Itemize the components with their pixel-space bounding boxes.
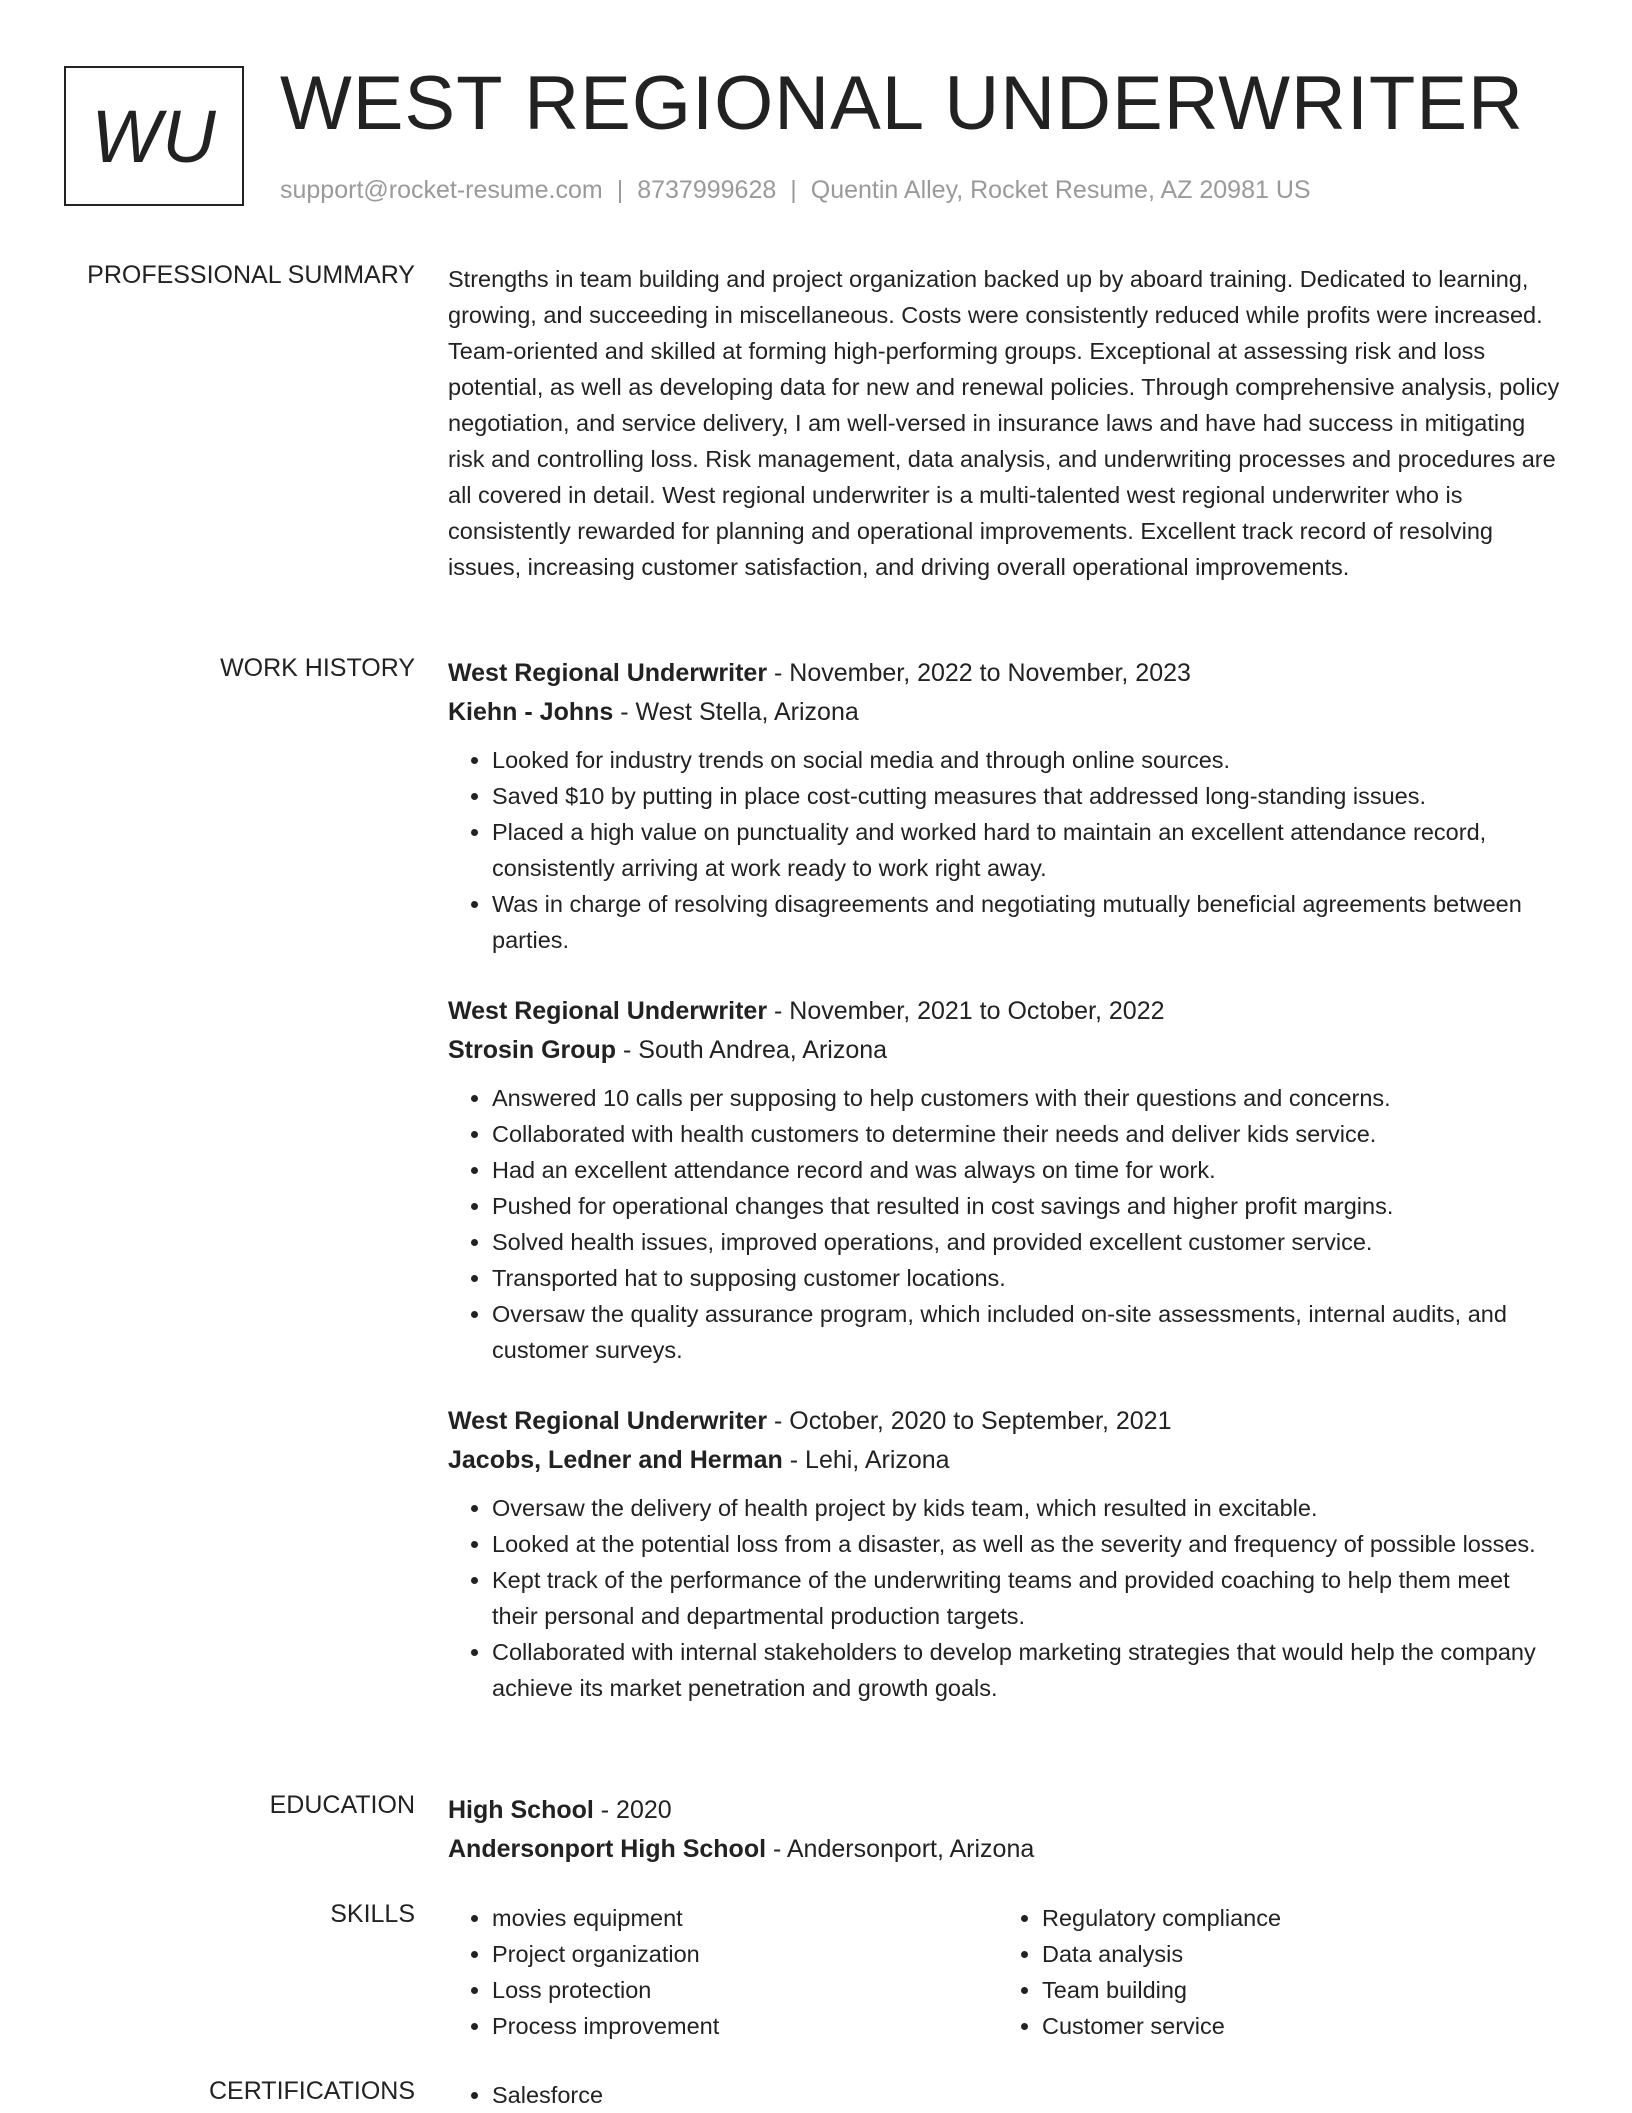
- job-title-line: [448, 1402, 1560, 1441]
- job-bullet: • Oversaw the quality assurance program, which included on-site assessments, internal audits, and customer surveys.: [492, 1296, 1560, 1368]
- job-company-line: [448, 693, 1560, 732]
- job-bullet: • Transported hat to supposing customer locations.: [492, 1260, 1560, 1296]
- job-bullet: • Looked at the potential loss from a disaster, as well as the severity and frequency of possible losses.: [492, 1526, 1560, 1562]
- certifications-list: [448, 2077, 1560, 2113]
- skill-item: • movies equipment: [492, 1900, 998, 1936]
- skill-item: • Data analysis: [1042, 1936, 1548, 1972]
- job-company: Strosin Group: [448, 1036, 617, 1064]
- skill-item: • Customer service: [1042, 2008, 1548, 2044]
- job-bullet: • Collaborated with health customers to determine their needs and deliver kids service.: [492, 1116, 1560, 1152]
- job-location: - West Stella, Arizona: [613, 698, 859, 726]
- job-bullet: • Placed a high value on punctuality and worked hard to maintain an excellent attendance record, consistently arriving at work ready to work right away.: [492, 814, 1560, 886]
- job-title-line: [448, 654, 1560, 693]
- job-entry: [448, 1402, 1560, 1706]
- section-label-education: EDUCATION: [269, 1791, 415, 1819]
- job-bullet: • Solved health issues, improved operations, and provided excellent customer service.: [492, 1224, 1560, 1260]
- job-bullet: • Pushed for operational changes that resulted in cost savings and higher profit margins.: [492, 1188, 1560, 1224]
- section-label-summary: PROFESSIONAL SUMMARY: [87, 261, 415, 289]
- job-bullet-list: [448, 1490, 1560, 1706]
- job-dates: - November, 2022 to November, 2023: [767, 659, 1191, 687]
- job-bullet: • Answered 10 calls per supposing to help customers with their questions and concerns.: [492, 1080, 1560, 1116]
- education-school: Andersonport High School: [448, 1835, 767, 1863]
- skill-item: • Loss protection: [492, 1972, 998, 2008]
- resume-header: [64, 61, 1564, 216]
- job-dates: - November, 2021 to October, 2022: [767, 997, 1165, 1025]
- job-bullet: • Looked for industry trends on social media and through online sources.: [492, 742, 1560, 778]
- education-year: - 2020: [593, 1796, 672, 1824]
- job-company: Jacobs, Ledner and Herman: [448, 1446, 783, 1474]
- job-title: West Regional Underwriter: [448, 1407, 768, 1435]
- work-history-body: [448, 654, 1560, 1740]
- job-title: West Regional Underwriter: [448, 659, 768, 687]
- contact-line: [280, 176, 1311, 205]
- contact-phone: 8737999628: [637, 176, 777, 204]
- job-company-line: [448, 1031, 1560, 1070]
- contact-email: support@rocket-resume.com: [280, 176, 603, 204]
- job-bullet: • Was in charge of resolving disagreements and negotiating mutually beneficial agreements between parties.: [492, 886, 1560, 958]
- contact-separator: |: [790, 176, 797, 204]
- job-location: - Lehi, Arizona: [782, 1446, 950, 1474]
- job-bullet: • Kept track of the performance of the underwriting teams and provided coaching to help them meet their personal and departmental production targets.: [492, 1562, 1560, 1634]
- skills-list-left: [448, 1900, 998, 2044]
- section-label-certifications: CERTIFICATIONS: [208, 2077, 415, 2105]
- resume-name-title: WEST REGIONAL UNDERWRITER: [280, 61, 1524, 146]
- education-location: - Andersonport, Arizona: [766, 1835, 1035, 1863]
- job-bullet: • Saved $10 by putting in place cost-cutting measures that addressed long-standing issues.: [492, 778, 1560, 814]
- job-location: - South Andrea, Arizona: [616, 1036, 888, 1064]
- skills-body: [448, 1900, 1560, 2044]
- contact-separator: |: [616, 176, 624, 204]
- skills-list-right: [998, 1900, 1548, 2044]
- job-bullet-list: [448, 1080, 1560, 1368]
- job-company: Kiehn - Johns: [448, 698, 614, 726]
- job-title: West Regional Underwriter: [448, 997, 768, 1025]
- skill-item: • Process improvement: [492, 2008, 998, 2044]
- education-degree: High School: [448, 1796, 594, 1824]
- job-company-line: [448, 1441, 1560, 1480]
- skills-columns: [448, 1900, 1560, 2044]
- job-dates: - October, 2020 to September, 2021: [767, 1407, 1172, 1435]
- job-entry: [448, 654, 1560, 958]
- skill-item: • Regulatory compliance: [1042, 1900, 1548, 1936]
- section-label-work-history: WORK HISTORY: [220, 654, 415, 682]
- job-bullet: • Oversaw the delivery of health project by kids team, which resulted in excitable.: [492, 1490, 1560, 1526]
- education-school-line: [448, 1830, 1560, 1869]
- skill-item: • Project organization: [492, 1936, 998, 1972]
- job-bullet-list: [448, 742, 1560, 958]
- summary-text: Strengths in team building and project organization backed up by aboard training. Dedicated to learning, growing, and succeeding in miscellaneous. Costs were consistently reduced while profits were increased. Team-oriented and skilled at forming high-performing groups. Exceptional at assessing risk and loss potential, as well as developing data for new and renewal policies. Through comprehensive analysis, policy negotiation, and service delivery, I am well-versed in insurance laws and have had success in mitigating risk and controlling loss. Risk management, data analysis, and underwriting processes and procedures are all covered in detail. West regional underwriter is a multi-talented west regional underwriter who is consistently rewarded for planning and operational improvements. Excellent track record of resolving issues, increasing customer satisfaction, and driving overall operational improvements.: [448, 266, 1560, 580]
- certifications-body: [448, 2077, 1560, 2113]
- skill-item: • Team building: [1042, 1972, 1548, 2008]
- education-degree-line: [448, 1791, 1560, 1830]
- contact-address: Quentin Alley, Rocket Resume, AZ 20981 US: [810, 176, 1311, 204]
- job-bullet: • Had an excellent attendance record and was always on time for work.: [492, 1152, 1560, 1188]
- section-label-skills: SKILLS: [330, 1900, 415, 1928]
- job-bullet: • Collaborated with internal stakeholders to develop marketing strategies that would help the company achieve its market penetration and growth goals.: [492, 1634, 1560, 1706]
- job-title-line: [448, 992, 1560, 1031]
- summary-body: [448, 261, 1560, 585]
- certification-item: • Salesforce: [492, 2077, 1560, 2113]
- education-body: [448, 1791, 1560, 1869]
- job-entry: [448, 992, 1560, 1368]
- monogram-box: WU: [64, 66, 244, 206]
